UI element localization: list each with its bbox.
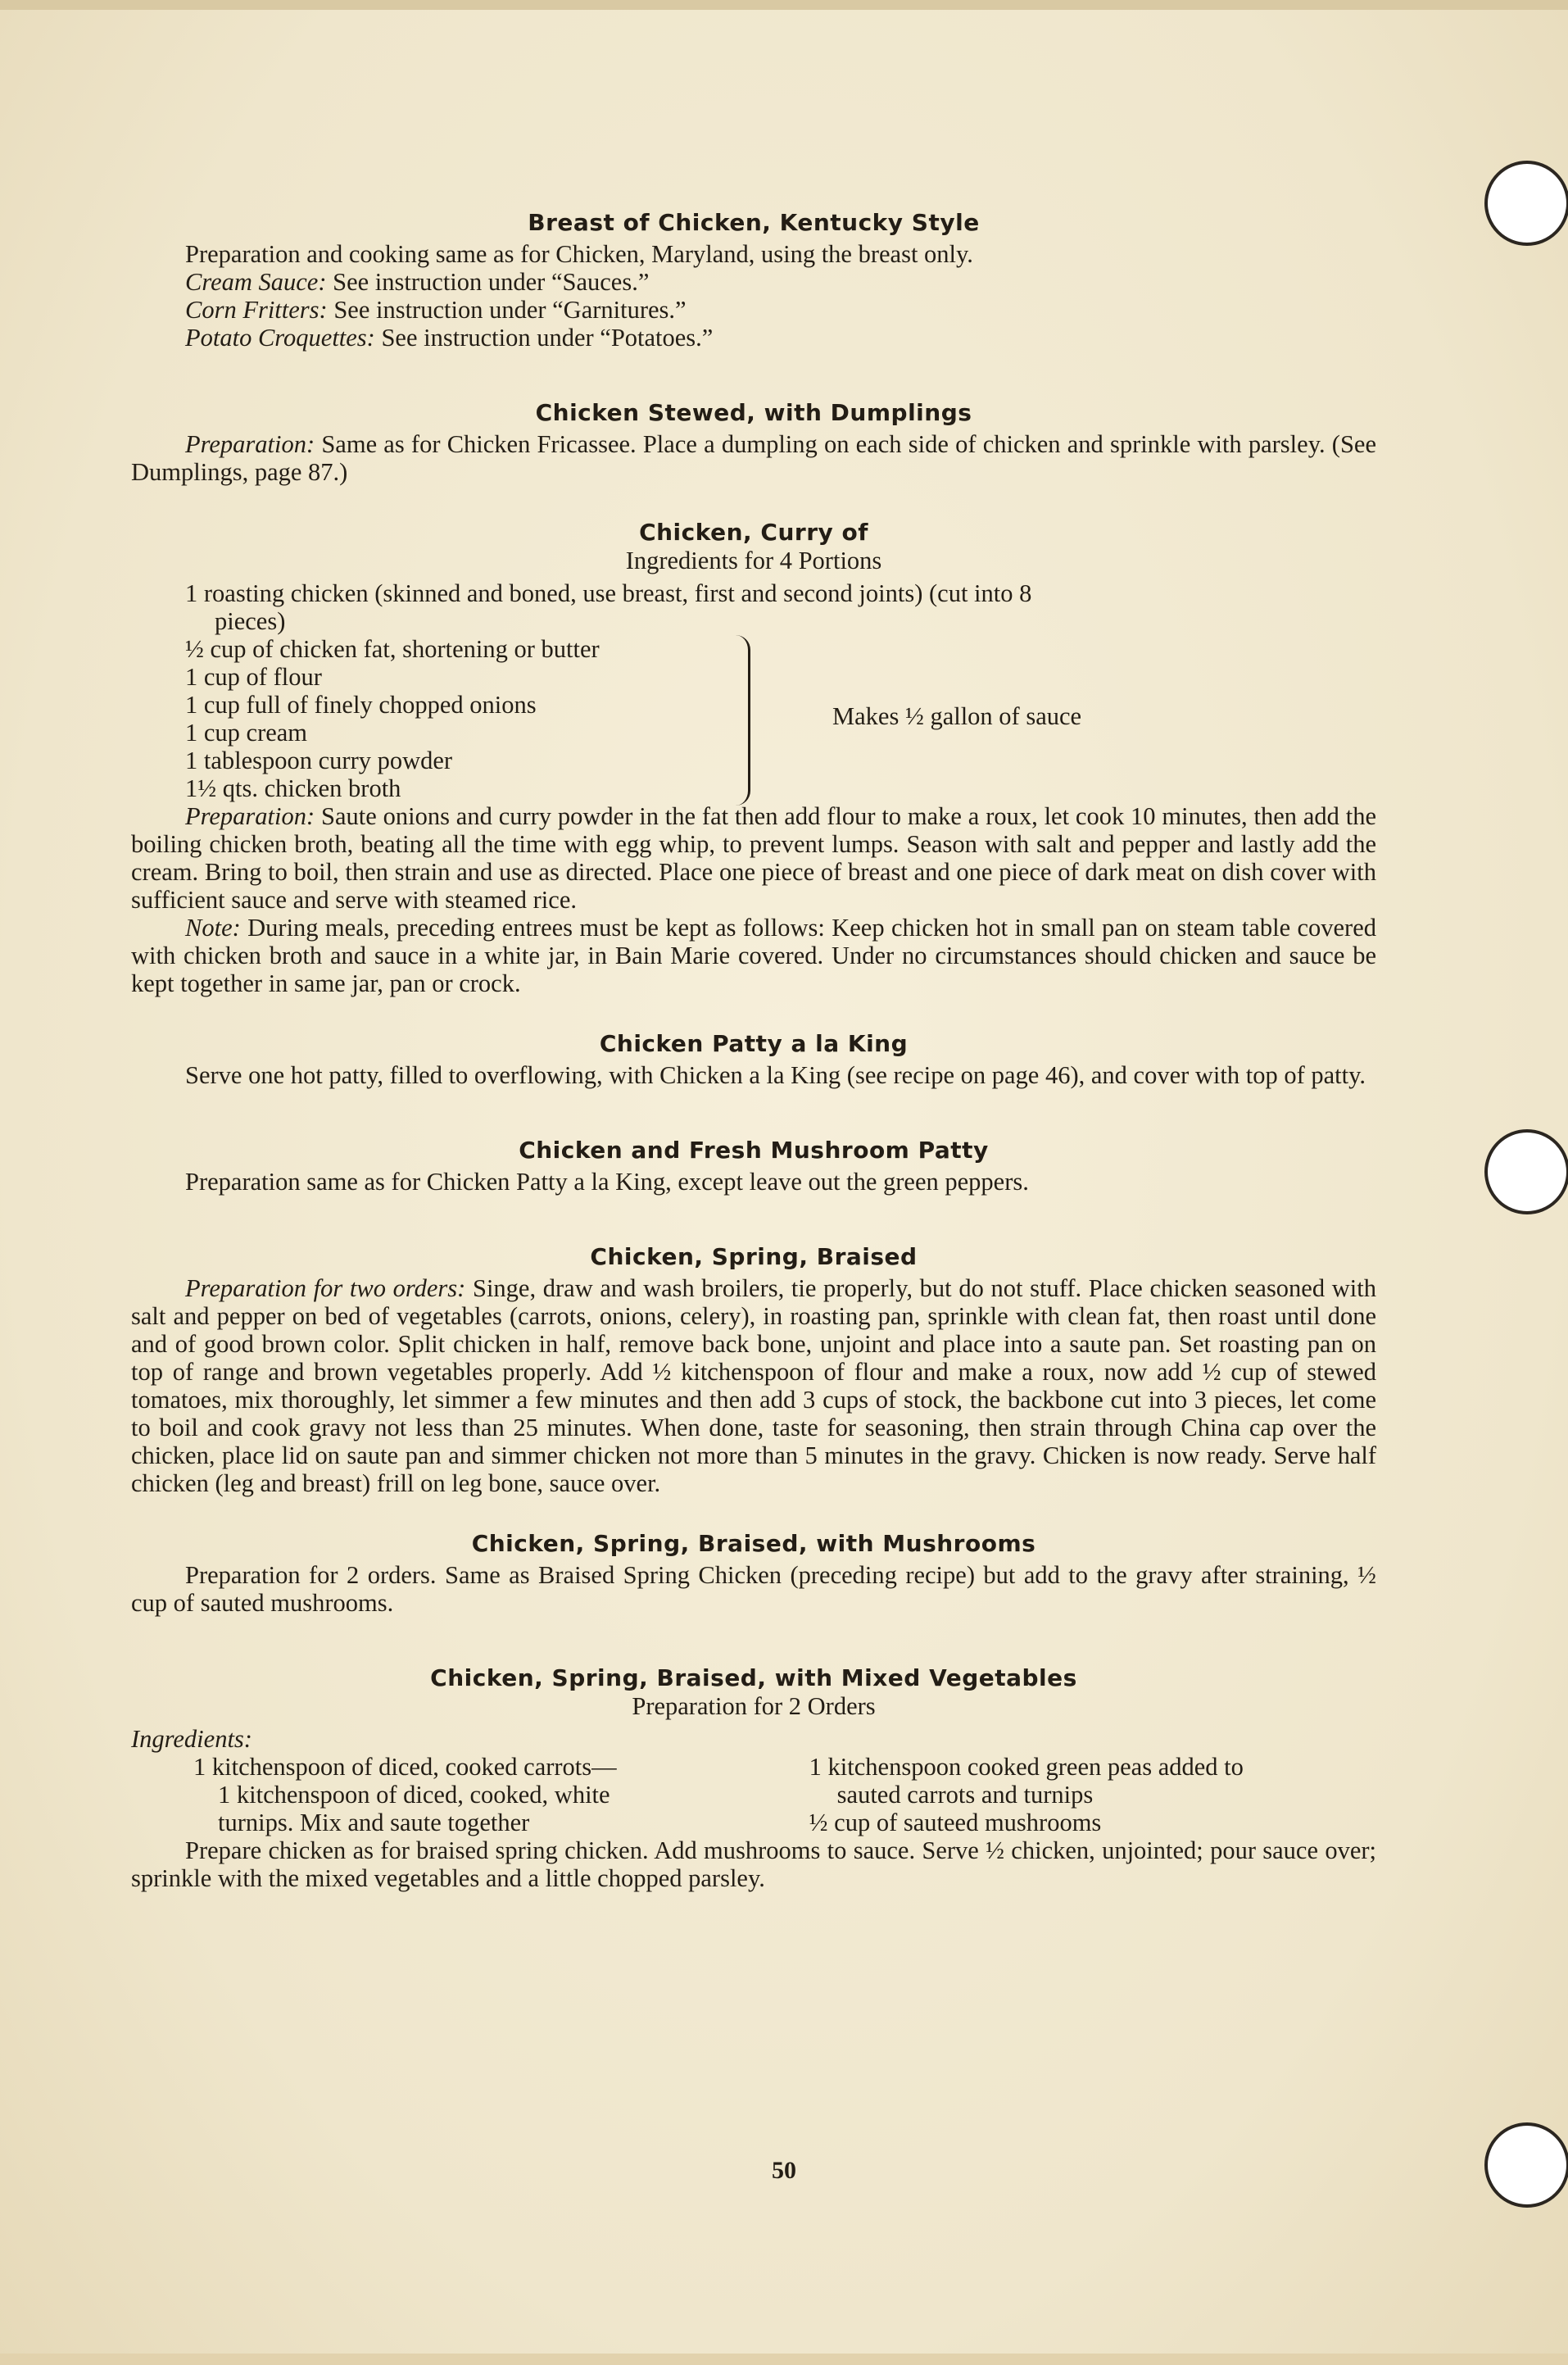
ingredient-item: 1 kitchenspoon of diced, cooked carrots—	[193, 1753, 617, 1781]
recipe-line	[131, 268, 1376, 296]
binder-hole-top	[1484, 161, 1568, 246]
ingredient-item: 1½ qts. chicken broth	[185, 774, 401, 802]
recipe-chicken-braised-mushrooms	[131, 1530, 1376, 1617]
ingredient-item-continued: pieces)	[215, 607, 286, 635]
recipe-title: Chicken and Fresh Mushroom Patty	[519, 1137, 989, 1164]
note-label: Note:	[185, 914, 241, 942]
document-body	[131, 209, 1376, 1892]
ingredient-item: 1 tablespoon curry powder	[185, 747, 453, 774]
recipe-title: Chicken, Spring, Braised, with Mushrooms	[471, 1530, 1036, 1557]
line-text: See instruction under “Potatoes.”	[374, 324, 714, 352]
recipe-line	[131, 296, 1376, 324]
preparation-text: Same as for Chicken Fricassee. Place a dumpling on each side of chicken and sprinkle with parsley. (See Dumplings, page 87.)	[131, 430, 1376, 486]
recipe-line	[131, 240, 1376, 268]
recipe-text: Prepare chicken as for braised spring chicken. Add mushrooms to sauce. Serve ½ chicken, unjointed; pour sauce over; sprinkle with the mixed vegetables and a little chopped parsley.	[131, 1836, 1376, 1892]
line-label: Cream Sauce:	[185, 268, 327, 296]
recipe-chicken-patty-a-la-king	[131, 1030, 1376, 1089]
brace-note: Makes ½ gallon of sauce	[832, 702, 1082, 730]
line-label: Corn Fritters:	[185, 296, 328, 324]
ingredient-item: ½ cup of chicken fat, shortening or butter	[185, 635, 600, 663]
recipe-note	[131, 914, 1376, 997]
binder-hole-middle	[1484, 1129, 1568, 1214]
recipe-subtitle: Preparation for 2 Orders	[632, 1692, 876, 1720]
recipe-title: Chicken, Spring, Braised, with Mixed Vegetables	[430, 1664, 1077, 1691]
line-text: See instruction under “Sauces.”	[326, 268, 650, 296]
recipe-chicken-braised-mixed-vegetables	[131, 1664, 1376, 1892]
preparation-text: Singe, draw and wash broilers, tie properly, but do not stuff. Place chicken seasoned with salt and pepper on bed of vegetables (carrots, onions, celery), in roasting pan, sprinkle with clean fat, then roast until done and of good brown color. Split chicken in half, remove back bone, unjoint and place into a saute pan. Set roasting pan on top of range and brown vegetables properly. Add ½ kitchenspoon of flour and make a roux, now add ½ cup of stewed tomatoes, mix thoroughly, let simmer a few minutes and then add 3 cups of stock, the backbone cut into 3 pieces, let come to boil and cook gravy not less than 25 minutes. When done, taste for seasoning, then strain through China cap over the chicken, place lid on saute pan and simmer chicken not more than 5 minutes in the gravy. Chicken is now ready. Serve half chicken (leg and breast) frill on leg bone, sauce over.	[131, 1274, 1376, 1497]
ingredient-item-continued: turnips. Mix and saute together	[218, 1809, 530, 1836]
recipe-chicken-mushroom-patty	[131, 1137, 1376, 1196]
preparation-label: Preparation:	[185, 430, 315, 458]
recipe-title: Chicken, Curry of	[639, 519, 868, 546]
ingredients-label: Ingredients:	[131, 1725, 252, 1753]
recipe-chicken-spring-braised	[131, 1243, 1376, 1497]
preparation-label: Preparation:	[185, 802, 315, 830]
ingredient-list	[131, 579, 1376, 802]
recipe-chicken-stewed-dumplings	[131, 399, 1376, 486]
recipe-title: Chicken Patty a la King	[599, 1030, 909, 1057]
grouping-brace	[730, 635, 750, 806]
ingredient-column-left	[193, 1753, 809, 1836]
ingredient-item-continued: sauted carrots and turnips	[836, 1781, 1094, 1809]
ingredient-columns	[131, 1753, 1376, 1836]
ingredient-column-right	[809, 1753, 1376, 1836]
ingredient-item: 1 cup cream	[185, 719, 308, 747]
recipe-text: Preparation for 2 orders. Same as Braised Spring Chicken (preceding recipe) but add to the gravy after straining, ½ cup of sauted mushrooms.	[131, 1561, 1376, 1617]
page-top-edge	[0, 0, 1568, 10]
page-number: 50	[772, 2157, 796, 2184]
recipe-text: Serve one hot patty, filled to overflowing, with Chicken a la King (see recipe on page 46), and cover with top of patty.	[185, 1061, 1366, 1089]
recipe-title: Chicken, Spring, Braised	[590, 1243, 918, 1270]
recipe-text: Preparation same as for Chicken Patty a la King, except leave out the green peppers.	[185, 1168, 1029, 1196]
sauce-ingredient-group	[185, 635, 1082, 802]
ingredient-item: 1 cup of flour	[185, 663, 322, 691]
ingredient-item: 1 kitchenspoon of diced, cooked, white	[218, 1781, 610, 1809]
ingredient-item: 1 cup full of finely chopped onions	[185, 691, 537, 719]
recipe-line	[131, 324, 1376, 352]
recipe-preparation	[131, 802, 1376, 914]
ingredient-item: 1 kitchenspoon cooked green peas added to	[809, 1753, 1244, 1781]
recipe-preparation	[131, 1274, 1376, 1497]
page-bottom-edge	[0, 2354, 1568, 2365]
preparation-text: Saute onions and curry powder in the fat then add flour to make a roux, let cook 10 minutes, then add the boiling chicken broth, beating all the time with egg whip, to prevent lumps. Season with salt and pepper and lastly add the cream. Bring to boil, then strain and use as directed. Place one piece of breast and one piece of dark meat on dish cover with sufficient sauce and serve with steamed rice.	[131, 802, 1376, 914]
ingredient-item: ½ cup of sauteed mushrooms	[809, 1809, 1102, 1836]
recipe-chicken-curry	[131, 519, 1376, 997]
ingredient-item: 1 roasting chicken (skinned and boned, use breast, first and second joints) (cut into 8	[185, 579, 1032, 607]
recipe-preparation	[131, 430, 1376, 486]
recipe-subtitle: Ingredients for 4 Portions	[625, 547, 882, 574]
preparation-label: Preparation for two orders:	[185, 1274, 466, 1302]
recipe-title: Chicken Stewed, with Dumplings	[535, 399, 972, 426]
recipe-title: Breast of Chicken, Kentucky Style	[528, 209, 980, 236]
line-label: Potato Croquettes:	[185, 324, 375, 352]
line-text: Preparation and cooking same as for Chicken, Maryland, using the breast only.	[185, 240, 973, 268]
note-text: During meals, preceding entrees must be kept as follows: Keep chicken hot in small pan on steam table covered with chicken broth and sauce in a white jar, in Bain Marie covered. Under no circumstances should chicken and sauce be kept together in same jar, pan or crock.	[131, 914, 1376, 997]
recipe-breast-of-chicken-kentucky	[131, 209, 1376, 352]
line-text: See instruction under “Garnitures.”	[327, 296, 687, 324]
